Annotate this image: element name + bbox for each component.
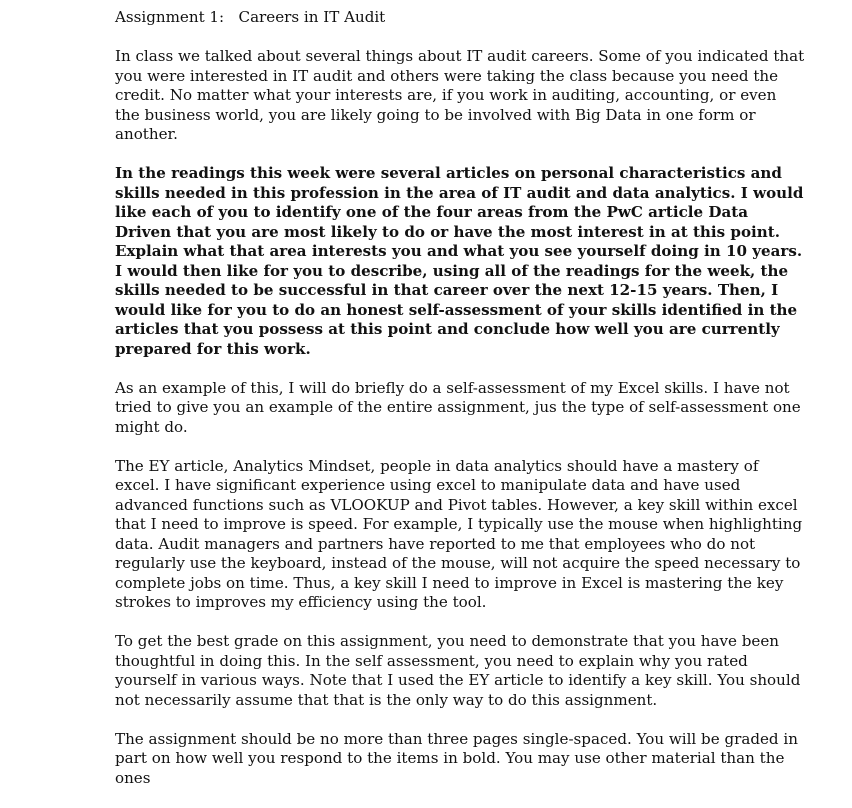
intro-paragraph: In class we talked about several things about IT audit careers. Some of you indicated that you were interested in IT audit and others were taking the class because you need the credit. No matter what your interests are, if you work in auditing, accounting, or even the business world, you are likely going to be involved with Big Data in one form or another. bbox=[115, 47, 805, 143]
assignment-title: Assignment 1: Careers in IT Audit bbox=[115, 8, 386, 26]
excel-example-paragraph: The EY article, Analytics Mindset, people in data analytics should have a mastery of excel. I have significant experience using excel to manipulate data and have used advanced functions such as VLOOKUP and Pivot tables. However, a key skill within excel that I need to improve is speed. For example, I typically use the mouse when highlighting data. Audit managers and partners have reported to me that employees who do not regularly use the keyboard, instead of the mouse, will not acquire the speed necessary to complete jobs on time. Thus, a key skill I need to improve in Excel is mastering the key strokes to improves my efficiency using the tool. bbox=[115, 456, 803, 611]
document-page bbox=[115, 8, 805, 808]
bold-instructions-paragraph: In the readings this week were several articles on personal characteristics and skills needed in this profession in the area of IT audit and data analytics. I would like each of you to identify one of the four areas from the PwC article Data Driven that you are most likely to do or have the most interest in at this point. Explain what that area interests you and what you see yourself doing in 10 years. I would then like for you to describe, using all of the readings for the week, the skills needed to be successful in that career over the next 12-15 years. Then, I would like for you to do an honest self-assessment of your skills identified in the articles that you possess at this point and conclude how well you are currently prepared for this work. bbox=[115, 164, 804, 358]
grading-paragraph: To get the best grade on this assignment, you need to demonstrate that you have been thoughtful in doing this. In the self assessment, you need to explain why you rated yourself in various ways. Note that I used the EY article to identify a key skill. You should not necessarily assume that that is the only way to do this assignment. bbox=[115, 632, 801, 709]
length-requirements-paragraph: The assignment should be no more than three pages single-spaced. You will be graded in part on how well you respond to the items in bold. You may use other material than the ones bbox=[115, 729, 798, 787]
example-intro-paragraph: As an example of this, I will do briefly do a self-assessment of my Excel skills. I have not tried to give you an example of the entire assignment, jus the type of self-assessment one might do. bbox=[115, 378, 801, 436]
